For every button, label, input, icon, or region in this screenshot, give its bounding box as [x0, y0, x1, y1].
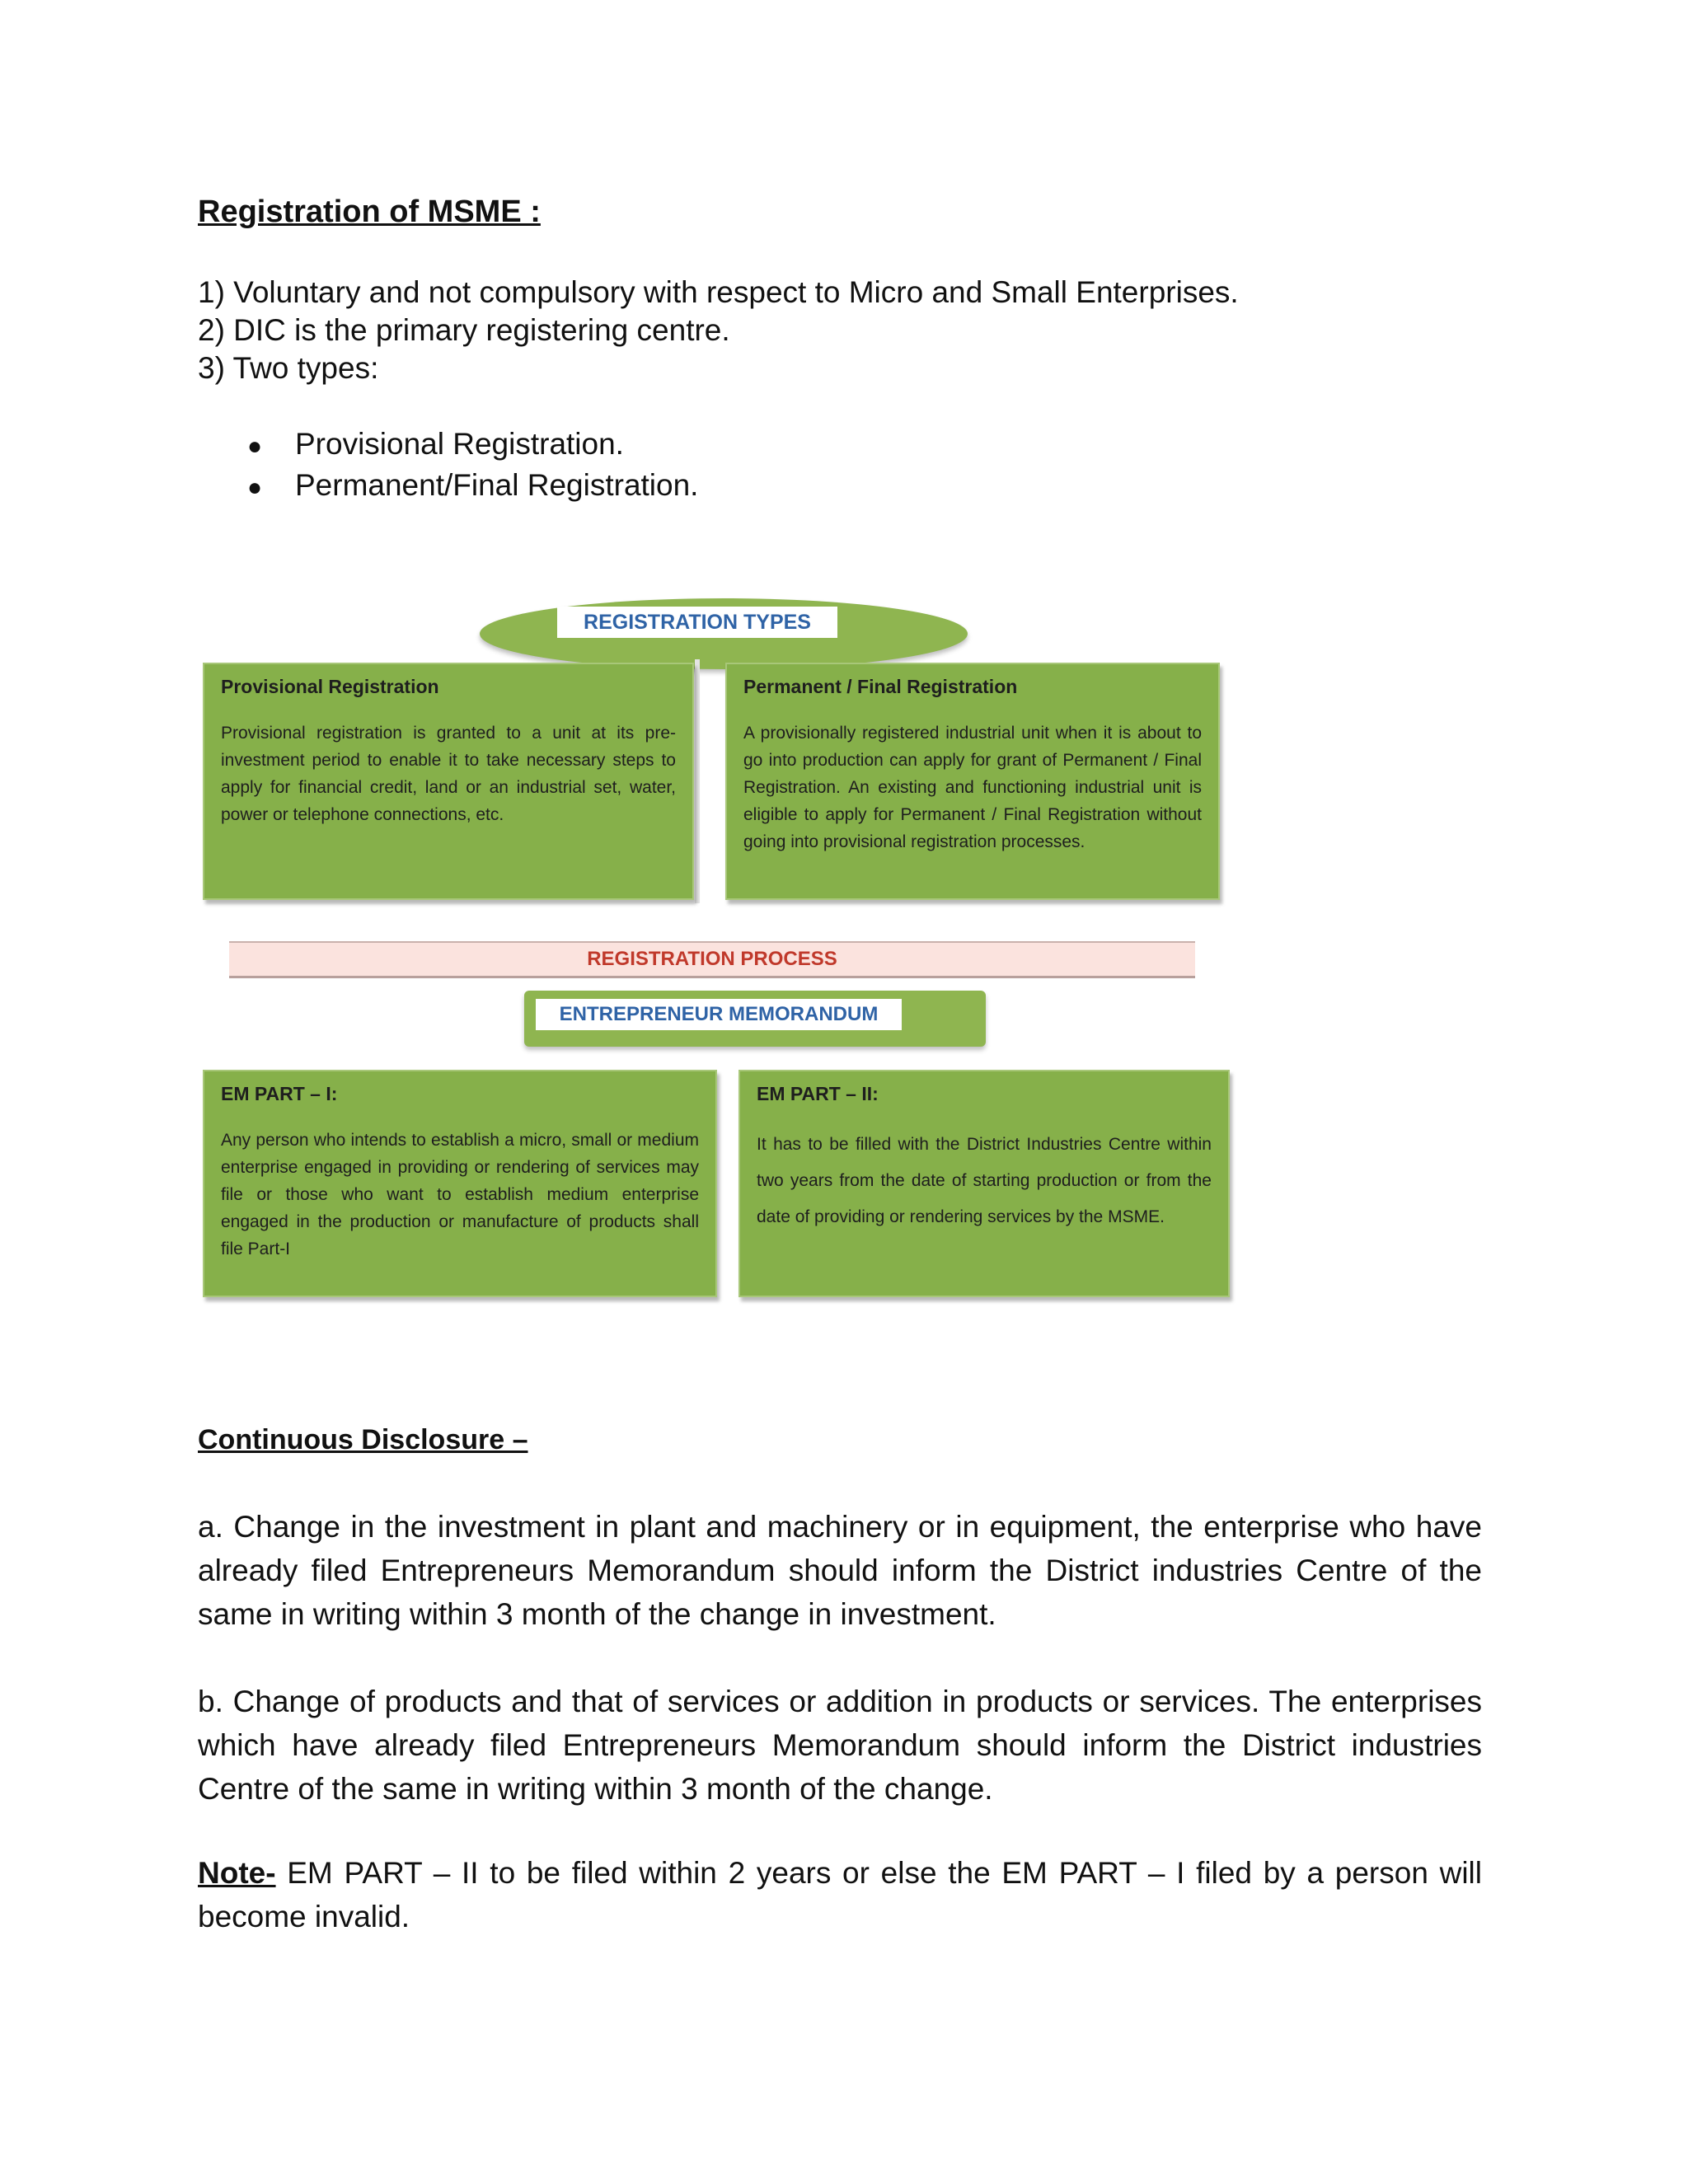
disclosure-para-b: b. Change of products and that of services or addition in products or services. The enterprises which have already filed Entrepreneurs Memorandum should inform the District industries Centre of the same in writing within 3 month of the change.	[198, 1685, 1482, 1806]
bullet-item	[247, 466, 698, 507]
provisional-title: Provisional Registration	[221, 676, 439, 697]
provisional-box	[203, 663, 694, 900]
bullet-icon: ●	[247, 433, 263, 460]
entrepreneur-memorandum-label: ENTREPRENEUR MEMORANDUM	[536, 999, 902, 1030]
note-text: EM PART – II to be filed within 2 years or else the EM PART – I filed by a person will become invalid.	[198, 1856, 1482, 1933]
bullet-text: Provisional Registration.	[295, 427, 624, 461]
em-part-2-title: EM PART – II:	[757, 1083, 879, 1104]
em-part-1-title: EM PART – I:	[221, 1083, 338, 1104]
bullet-text: Permanent/Final Registration.	[295, 468, 699, 502]
registration-process-bar: REGISTRATION PROCESS	[229, 941, 1195, 978]
bullet-icon: ●	[247, 474, 263, 501]
disclosure-heading: Continuous Disclosure –	[198, 1424, 528, 1455]
point-3: 3) Two types:	[198, 351, 379, 385]
disclosure-para-a: a. Change in the investment in plant and machinery or in equipment, the enterprise who have already filed Entrepreneurs Memorandum should inform the District industries Centre of the same in writing within 3 month of the change in investment.	[198, 1510, 1482, 1631]
em-part-1-box	[203, 1070, 717, 1297]
point-2: 2) DIC is the primary registering centre.	[198, 313, 730, 347]
registration-diagram	[198, 587, 1228, 1296]
note-paragraph	[198, 1851, 1482, 1938]
point-1: 1) Voluntary and not compulsory with respect to Micro and Small Enterprises.	[198, 275, 1239, 309]
em-part-1-text: Any person who intends to establish a micro, small or medium enterprise engaged in providing or rendering of services may file or those who want to establish medium enterprise engaged in the production or manufacture of products shall file Part-I	[221, 1131, 699, 1258]
provisional-text: Provisional registration is granted to a unit at its pre- investment period to enable it to take necessary steps to apply for financial credit, land or an industrial set, water, power or telephone connections, etc.	[221, 724, 676, 824]
permanent-text: A provisionally registered industrial unit when it is about to go into production can apply for grant of Permanent / Final Registration. An existing and functioning industrial unit is eligible to apply for Permanent / Final Registration without going into provisional registration processes.	[743, 724, 1202, 851]
page-heading: Registration of MSME :	[198, 194, 541, 229]
connector-line	[695, 659, 700, 903]
registration-types-label: REGISTRATION TYPES	[557, 607, 837, 638]
em-part-2-text: It has to be filled with the District Industries Centre within two years from the date of starting production or from the date of providing or rendering services by the MSME.	[757, 1135, 1212, 1226]
permanent-box	[725, 663, 1220, 900]
em-part-2-box	[738, 1070, 1230, 1297]
note-label: Note-	[198, 1856, 276, 1890]
bullet-item	[247, 425, 624, 466]
permanent-title: Permanent / Final Registration	[743, 676, 1018, 697]
